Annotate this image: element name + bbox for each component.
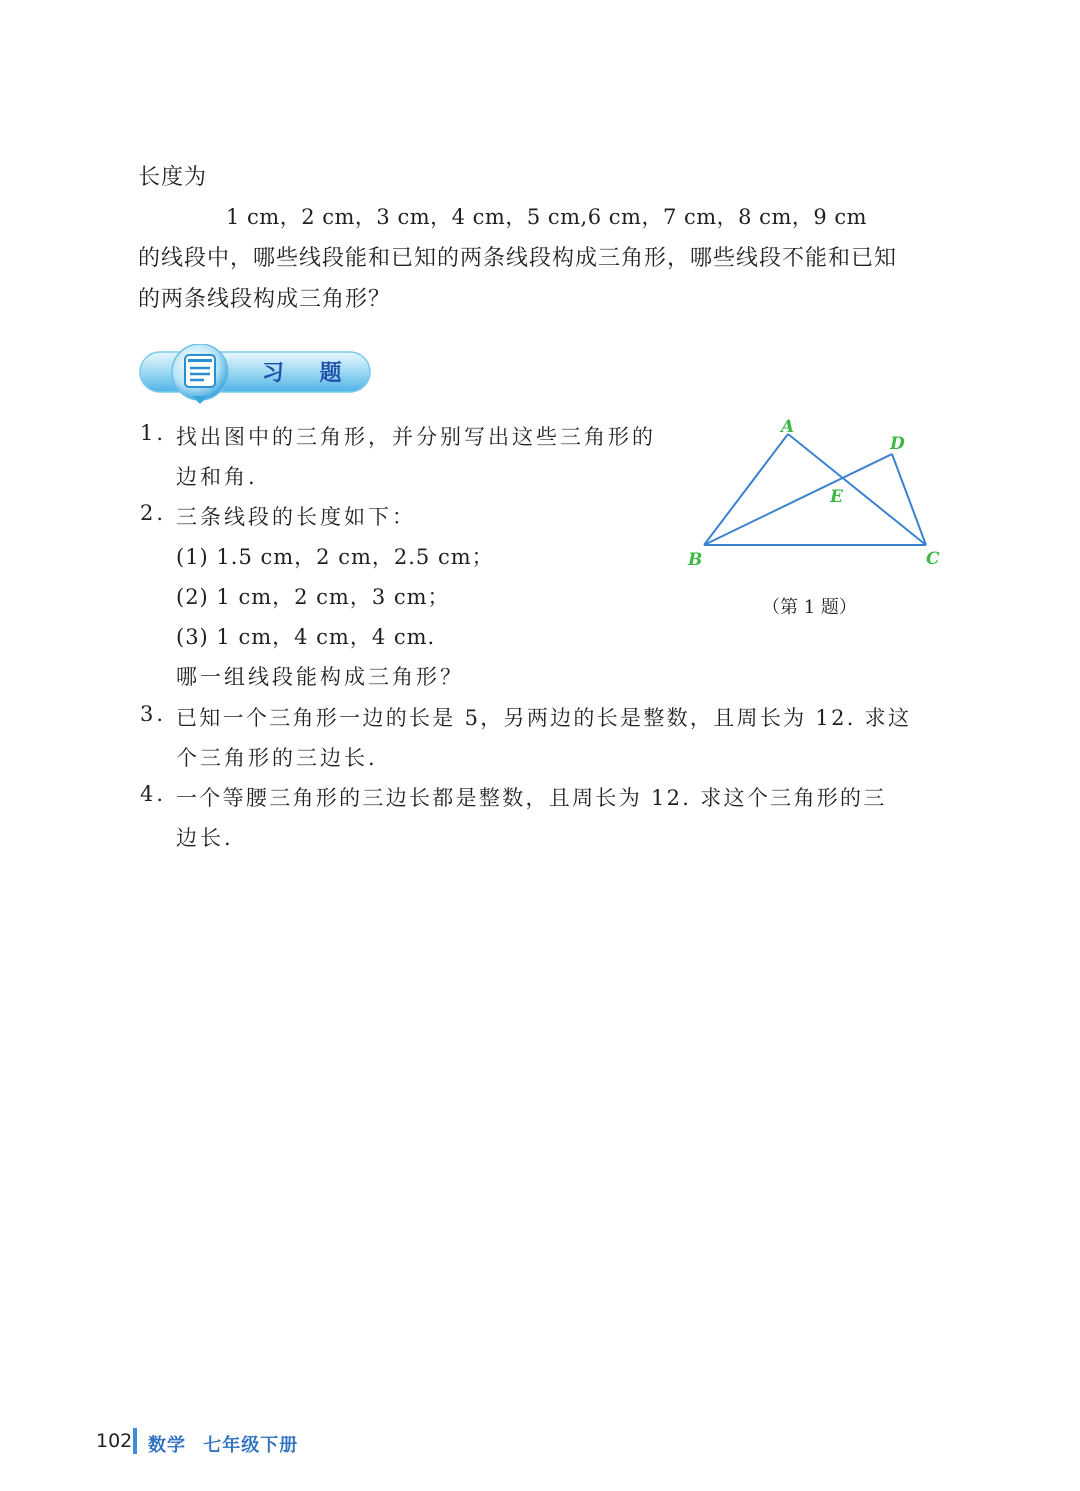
footer-divider [133, 1428, 137, 1454]
notepad-icon [185, 355, 215, 387]
exercise-3-number: 3. [140, 702, 167, 726]
exercise-1-text: 找出图中的三角形，并分别写出这些三角形的 [176, 425, 656, 449]
triangle-figure [680, 410, 960, 580]
exercise-4-number: 4. [140, 782, 167, 806]
point-d-label: D [890, 434, 905, 454]
exercise-2-option-3: (3) 1 cm，4 cm，4 cm. [176, 625, 436, 649]
point-a-label: A [781, 417, 795, 437]
figure-caption: （第 1 题） [762, 597, 857, 618]
exercise-4-text-cont: 边长. [176, 826, 234, 850]
intro-lengths: 1 cm，2 cm，3 cm，4 cm，5 cm,6 cm，7 cm，8 cm，9 cm [226, 205, 868, 229]
exercise-2-question: 哪一组线段能构成三角形？ [176, 665, 464, 689]
book-title: 数学 七年级下册 [148, 1435, 299, 1456]
exercise-3-text: 已知一个三角形一边的长是 5，另两边的长是整数，且周长为 12. 求这 [176, 706, 912, 730]
exercise-2-option-2: (2) 1 cm，2 cm，3 cm； [176, 585, 450, 609]
intro-line-4: 的两条线段构成三角形？ [138, 287, 392, 312]
intro-line-1: 长度为 [138, 165, 208, 190]
intro-line-3: 的线段中，哪些线段能和已知的两条线段构成三角形，哪些线段不能和已知 [138, 246, 898, 271]
exercise-4-text: 一个等腰三角形的三边长都是整数，且周长为 12. 求这个三角形的三 [176, 786, 887, 810]
section-title: 习 题 [262, 361, 356, 386]
point-c-label: C [926, 549, 940, 569]
exercise-1-text-cont: 边和角. [176, 465, 258, 489]
exercise-2-text: 三条线段的长度如下： [176, 505, 416, 529]
exercise-3-text-cont: 个三角形的三边长. [176, 746, 378, 770]
point-b-label: B [688, 550, 703, 570]
segment-bd [704, 454, 892, 545]
exercise-2-option-1: (1) 1.5 cm，2 cm，2.5 cm； [176, 545, 494, 569]
exercise-1-number: 1. [140, 421, 167, 445]
exercise-2-number: 2. [140, 501, 167, 525]
page-number: 102 [96, 1430, 133, 1452]
segment-ab [704, 434, 788, 545]
point-e-label: E [830, 487, 843, 507]
